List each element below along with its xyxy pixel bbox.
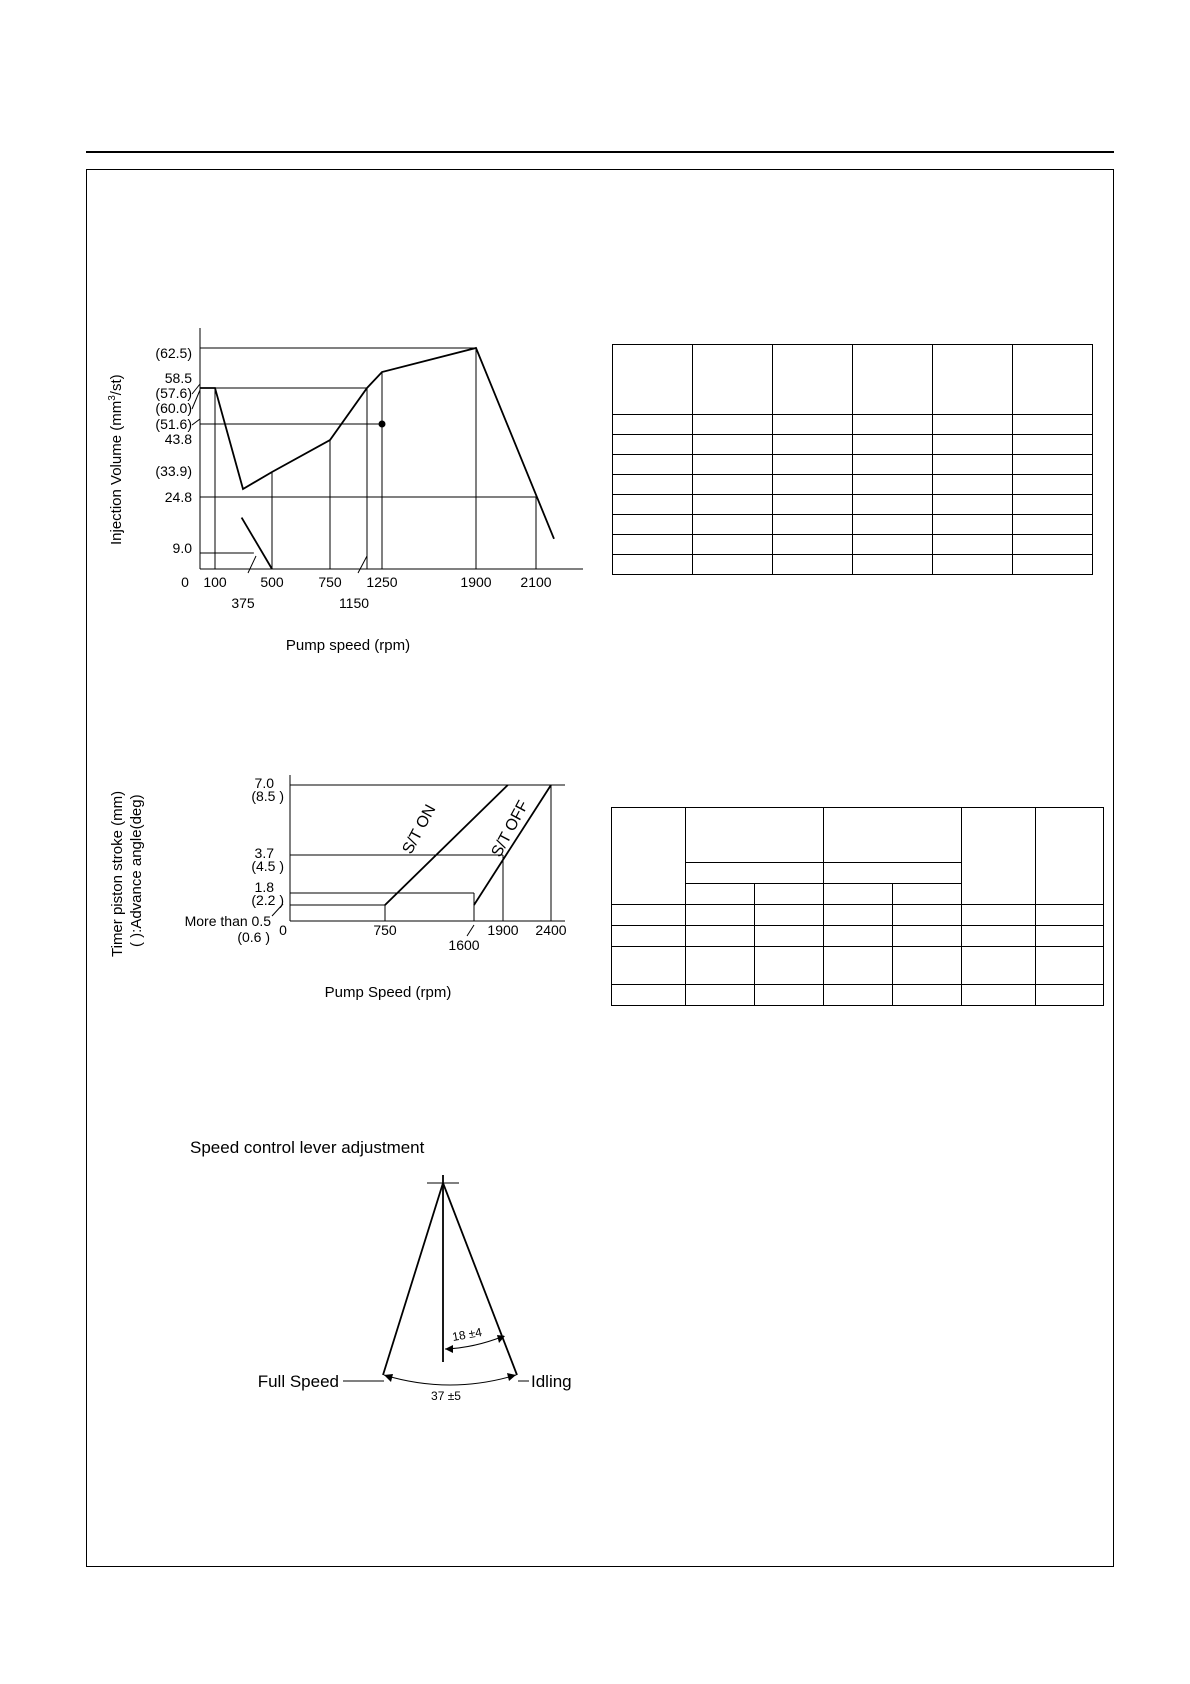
chart1-leader-51-6 (192, 419, 200, 425)
t1-cell (613, 475, 693, 495)
t1-cell (773, 495, 853, 515)
t2-cell (962, 947, 1036, 985)
t2-cell (612, 926, 686, 947)
t1-cell (773, 475, 853, 495)
t1-cell (613, 415, 693, 435)
t1-cell (1013, 455, 1093, 475)
t2-cell (824, 905, 893, 926)
chart2-y-axis-label: Timer piston stroke (mm) (109, 790, 126, 957)
lever-inner-arrow-left (445, 1345, 453, 1353)
t2-cell (824, 985, 893, 1006)
t1-cell (773, 345, 853, 415)
t2-cell (686, 863, 824, 884)
chart2-series-st-off (474, 785, 551, 905)
t2-cell (1036, 947, 1104, 985)
lever-outer-angle-label: 37 ±5 (431, 1389, 461, 1403)
t1-cell (853, 415, 933, 435)
t2-cell (612, 985, 686, 1006)
t1-cell (613, 455, 693, 475)
chart1-ytick-9-0: 9.0 (172, 540, 192, 556)
t2-cell (755, 947, 824, 985)
t2-cell (962, 985, 1036, 1006)
t1-cell (1013, 435, 1093, 455)
t1-cell (933, 455, 1013, 475)
t2-cell (962, 808, 1036, 905)
t1-cell (693, 515, 773, 535)
chart1-leader-500 (248, 556, 256, 573)
t2-cell (612, 808, 686, 905)
t2-cell (612, 947, 686, 985)
t2-cell (686, 985, 755, 1006)
chart1-ytick-24-8: 24.8 (164, 489, 192, 505)
lever-outer-arrow-right (507, 1373, 516, 1381)
chart1-xtick-1900: 1900 (460, 574, 492, 590)
t2-cell (612, 905, 686, 926)
t1-cell (933, 495, 1013, 515)
t2-cell (1036, 905, 1104, 926)
t1-cell (933, 515, 1013, 535)
chart2-ytick-2-2: (2.2 ) (251, 892, 284, 908)
chart1-xtick-1150: 1150 (338, 595, 370, 611)
t1-cell (693, 345, 773, 415)
chart1-series-cut (242, 518, 272, 569)
injection-volume-chart (107, 328, 583, 654)
chart1-x-axis-label: Pump speed (rpm) (285, 637, 411, 654)
t1-cell (853, 535, 933, 555)
chart1-marked-point (379, 421, 386, 428)
spec-table-2 (611, 807, 1104, 1006)
chart2-ytick-0-5: More than 0.5 (184, 913, 271, 929)
t2-cell (755, 985, 824, 1006)
chart2-ytick-7-0: 7.0 (254, 775, 274, 791)
chart2-ytick-0-6: (0.6 ) (237, 929, 270, 945)
chart1-ytick-33-9: (33.9) (155, 463, 192, 479)
chart1-ytick-57-6: (57.6) (155, 385, 192, 401)
t1-cell (933, 345, 1013, 415)
chart1-ytick-62-5: (62.5) (155, 345, 192, 361)
chart1-ytick-51-6: (51.6) (155, 416, 192, 432)
speed-lever-diagram (190, 1138, 572, 1403)
lever-idling-line (443, 1183, 517, 1375)
t1-cell (613, 515, 693, 535)
chart1-leader-1250 (358, 556, 367, 573)
t1-cell (853, 515, 933, 535)
lever-outer-angle-arc (384, 1375, 516, 1385)
t2-cell (962, 905, 1036, 926)
t1-cell (853, 455, 933, 475)
t2-cell (893, 905, 962, 926)
chart1-xtick-500: 500 (260, 574, 284, 590)
t2-cell (824, 863, 962, 884)
chart1-xtick-0: 0 (181, 574, 189, 590)
t2-cell (686, 808, 824, 863)
chart2-label-st-on: S/T ON (399, 802, 440, 857)
t1-cell (853, 475, 933, 495)
t1-cell (693, 435, 773, 455)
t1-cell (853, 495, 933, 515)
chart2-xtick-1900: 1900 (487, 922, 519, 938)
t2-cell (824, 947, 893, 985)
chart2-ytick-3-7: 3.7 (254, 845, 274, 861)
chart2-ytick-8-5: (8.5 ) (251, 788, 284, 804)
t1-cell (693, 495, 773, 515)
t2-cell (686, 884, 755, 905)
t1-cell (853, 435, 933, 455)
t1-cell (773, 555, 853, 575)
timer-stroke-chart (109, 775, 567, 1001)
chart2-label-st-off: S/T OFF (488, 797, 533, 860)
t1-cell (613, 495, 693, 515)
t2-cell (824, 808, 962, 863)
t1-cell (853, 555, 933, 575)
chart1-guides (200, 348, 536, 569)
lever-idling-label: Idling (531, 1372, 572, 1391)
chart2-ytick-1-8: 1.8 (254, 879, 274, 895)
t1-cell (1013, 475, 1093, 495)
t2-cell (962, 926, 1036, 947)
t2-cell (893, 985, 962, 1006)
t1-cell (1013, 555, 1093, 575)
chart1-xtick-375: 375 (231, 595, 255, 611)
chart2-xtick-0: 0 (279, 922, 287, 938)
chart1-y-axis-label (107, 374, 125, 545)
t2-cell (1036, 808, 1104, 905)
t1-cell (933, 435, 1013, 455)
lever-diagram-title: Speed control lever adjustment (190, 1138, 425, 1157)
t1-cell (1013, 495, 1093, 515)
t1-cell (933, 555, 1013, 575)
t2-cell (755, 926, 824, 947)
spec-table-1 (612, 344, 1093, 575)
lever-outer-arrow-left (384, 1374, 393, 1382)
t2-cell (686, 947, 755, 985)
t1-cell (613, 555, 693, 575)
t1-cell (1013, 415, 1093, 435)
t1-cell (693, 415, 773, 435)
t1-cell (693, 555, 773, 575)
t1-cell (613, 435, 693, 455)
t2-cell (755, 884, 824, 905)
t2-cell (1036, 926, 1104, 947)
t1-cell (933, 415, 1013, 435)
t1-cell (933, 535, 1013, 555)
t2-cell (893, 926, 962, 947)
t1-cell (613, 535, 693, 555)
t1-cell (693, 455, 773, 475)
chart2-x-axis-label: Pump Speed (rpm) (324, 984, 452, 1001)
t1-cell (773, 415, 853, 435)
t2-cell (893, 884, 962, 905)
t1-cell (693, 535, 773, 555)
chart1-ytick-43-8: 43.8 (164, 431, 192, 447)
t1-cell (933, 475, 1013, 495)
t2-cell (893, 947, 962, 985)
chart1-xtick-750: 750 (318, 574, 342, 590)
t1-cell (613, 345, 693, 415)
chart2-leader-1600 (467, 925, 474, 936)
t1-cell (1013, 535, 1093, 555)
chart1-ytick-58-5: 58.5 (164, 370, 192, 386)
t2-cell (686, 926, 755, 947)
t2-cell (755, 905, 824, 926)
chart2-xtick-2400: 2400 (535, 922, 567, 938)
chart1-xtick-100: 100 (203, 574, 227, 590)
chart1-ylabel-main: Injection Volume (mm (108, 400, 125, 545)
chart1-xtick-1250: 1250 (366, 574, 398, 590)
lever-full-speed-line (383, 1183, 443, 1375)
chart2-xtick-1600: 1600 (448, 937, 480, 953)
t1-cell (693, 475, 773, 495)
chart2-ytick-4-5: (4.5 ) (251, 858, 284, 874)
t2-cell (1036, 985, 1104, 1006)
t2-cell (824, 884, 893, 905)
lever-full-speed-label: Full Speed (257, 1372, 339, 1391)
lever-inner-angle-label: 18 ±4 (451, 1324, 484, 1344)
chart1-ylabel-sup: 3 (107, 395, 118, 401)
t1-cell (773, 535, 853, 555)
t1-cell (773, 455, 853, 475)
t2-cell (686, 905, 755, 926)
chart2-xtick-750: 750 (373, 922, 397, 938)
t1-cell (1013, 345, 1093, 415)
chart1-ytick-60-0: (60.0) (155, 400, 192, 416)
t1-cell (773, 515, 853, 535)
chart2-y-axis-label-2: ( ):Advance angle(deg) (128, 794, 145, 947)
chart1-series-main (200, 348, 554, 539)
chart1-xtick-2100: 2100 (520, 574, 552, 590)
t1-cell (773, 435, 853, 455)
t2-cell (824, 926, 893, 947)
chart1-ylabel-tail: /st) (108, 374, 125, 396)
t1-cell (853, 345, 933, 415)
t1-cell (1013, 515, 1093, 535)
